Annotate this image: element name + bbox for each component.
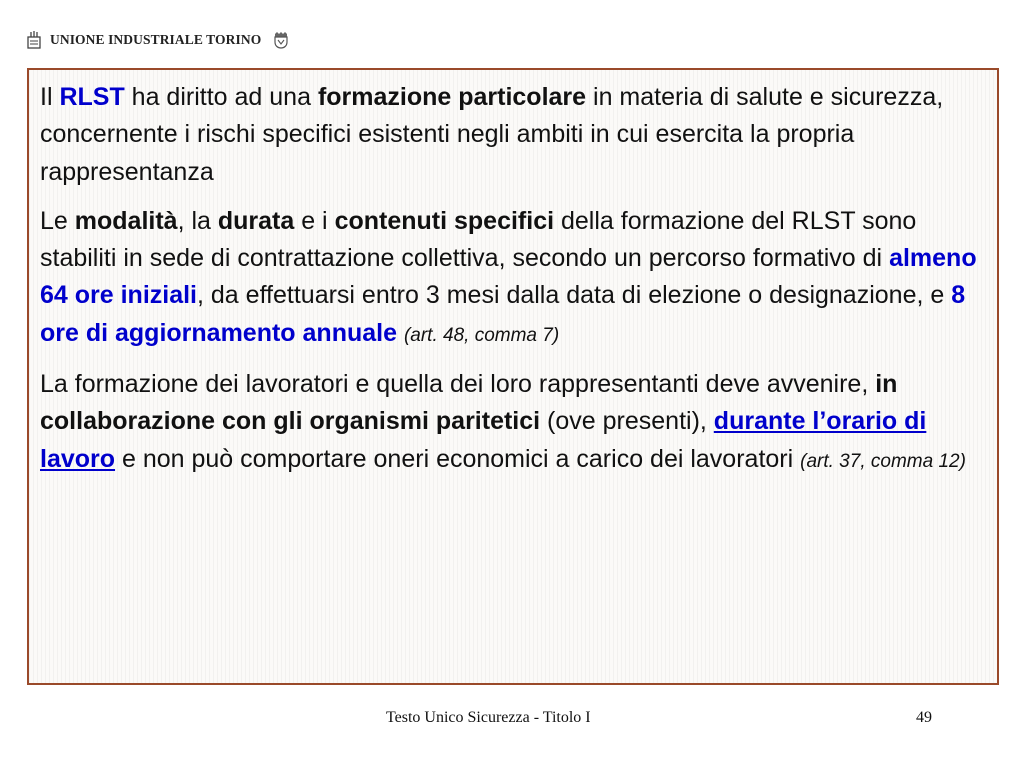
text-run: , da effettuarsi entro 3 mesi dalla data di elezione o designazione, e	[197, 281, 952, 310]
joint-bodies-bold: in collaborazione con gli organismi paritetici	[40, 370, 898, 436]
text-run: ha diritto ad una	[124, 83, 318, 111]
unione-industriale-logo-icon	[26, 30, 42, 50]
rlst-highlight: RLST	[59, 83, 125, 111]
paragraph-training-modalities	[40, 203, 985, 354]
annual-update-hours-highlight: 8 ore di aggiornamento annuale	[40, 281, 966, 347]
text-run: Le	[40, 206, 75, 235]
text-run	[397, 319, 404, 347]
paragraph-worker-training	[40, 366, 985, 480]
modalita-bold: modalità	[74, 206, 178, 235]
initial-hours-highlight: almeno 64 ore iniziali	[40, 244, 977, 310]
page-number: 49	[916, 709, 932, 726]
text-run: della formazione del RLST sono stabiliti in sede di contrattazione collettiva, secondo un percorso formativo di	[40, 206, 917, 273]
paragraph-rlst-training-right	[40, 79, 985, 191]
text-run: , la	[177, 206, 218, 235]
text-run: e non può comportare oneri economici a carico dei lavoratori	[115, 444, 801, 473]
slide-header	[26, 28, 289, 52]
durata-bold: durata	[217, 206, 295, 235]
article-reference: (art. 48, comma 7)	[403, 324, 560, 346]
text-run: Il	[40, 83, 60, 111]
torino-crest-icon	[273, 31, 289, 49]
formazione-particolare-bold: formazione particolare	[317, 83, 587, 111]
text-run: e i	[294, 206, 335, 235]
footer-title: Testo Unico Sicurezza - Titolo I	[386, 709, 591, 726]
organization-name: UNIONE INDUSTRIALE TORINO	[50, 32, 262, 47]
working-hours-highlight: durante l’orario di lavoro	[40, 407, 927, 473]
article-reference: (art. 37, comma 12)	[800, 450, 966, 472]
text-run: (ove presenti),	[540, 407, 714, 436]
content-box	[27, 68, 999, 685]
text-run: La formazione dei lavoratori e quella dei loro rappresentanti deve avvenire,	[40, 370, 876, 399]
text-run: in materia di salute e sicurezza, concernente i rischi specifici esistenti negli ambiti in cui esercita la propria rappresentanza	[40, 83, 944, 186]
contenuti-specifici-bold: contenuti specifici	[334, 206, 555, 235]
